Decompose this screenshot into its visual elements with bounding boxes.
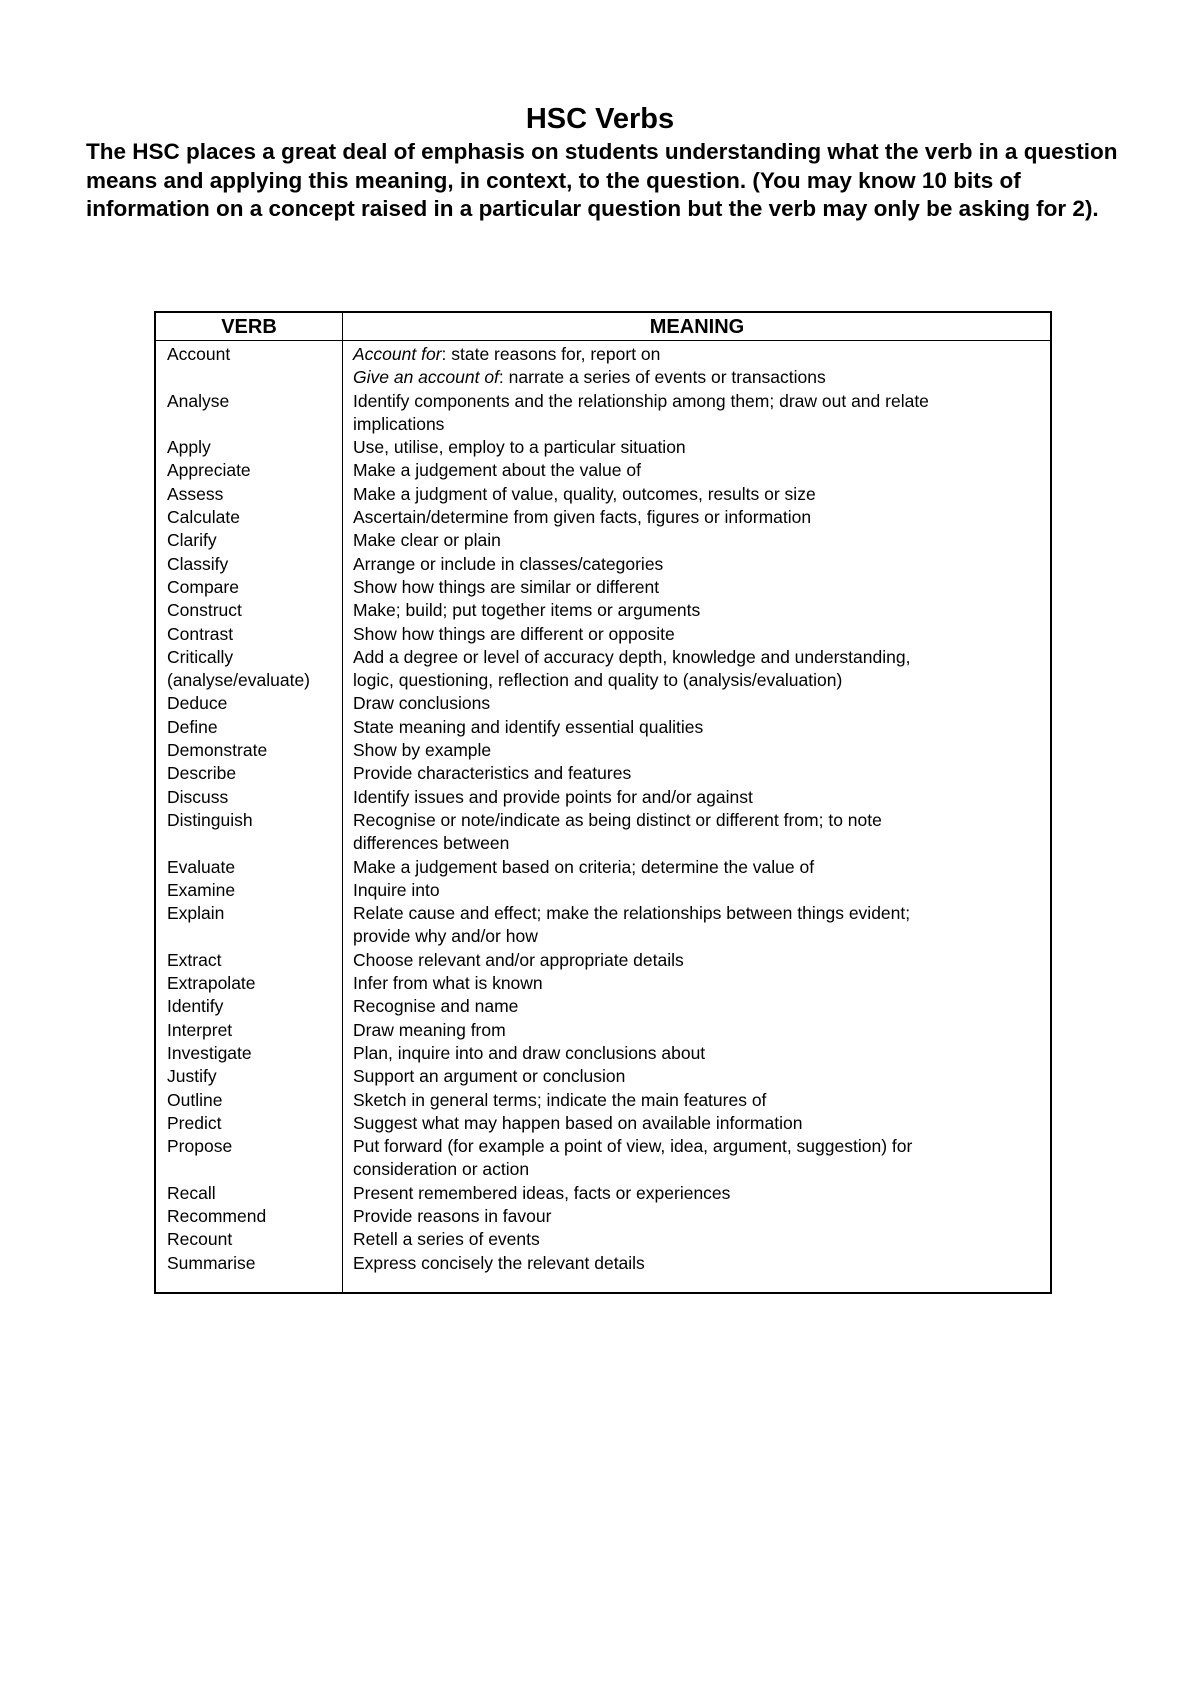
meaning-line xyxy=(353,809,1040,832)
table-body xyxy=(156,343,1050,1275)
meaning-text: Make clear or plain xyxy=(353,530,501,551)
verb-text: Investigate xyxy=(167,1042,252,1063)
meaning-line xyxy=(353,716,1040,739)
verb-text: Describe xyxy=(167,763,237,784)
meaning-cell xyxy=(342,1252,1050,1275)
meaning-term: Account for xyxy=(353,344,442,364)
meaning-text: : narrate a series of events or transactions xyxy=(498,367,826,388)
verb-text: Demonstrate xyxy=(167,740,268,761)
meaning-text: Show by example xyxy=(353,740,492,761)
verb-text: Evaluate xyxy=(167,856,236,877)
table-row xyxy=(156,390,1050,437)
meaning-line xyxy=(353,856,1040,879)
meaning-line xyxy=(353,390,1040,413)
meaning-term: Give an account of xyxy=(353,367,499,388)
meaning-text: Arrange or include in classes/categories xyxy=(353,553,664,574)
meaning-cell xyxy=(342,343,1050,390)
meaning-cell xyxy=(342,1135,1050,1182)
meaning-text: Express concisely the relevant details xyxy=(353,1252,645,1273)
verb-text: Compare xyxy=(167,576,239,597)
meaning-text: Suggest what may happen based on available information xyxy=(353,1112,803,1133)
verb-cell xyxy=(156,995,342,1018)
meaning-cell xyxy=(342,1182,1050,1205)
meaning-text: Relate cause and effect; make the relationships between things evident; xyxy=(353,903,911,924)
verb-text: Propose xyxy=(167,1136,233,1157)
meaning-cell xyxy=(342,529,1050,552)
verb-cell xyxy=(156,1135,342,1182)
meaning-line xyxy=(353,739,1040,762)
meaning-text: Make a judgement based on criteria; determine the value of xyxy=(353,856,815,877)
meaning-line xyxy=(353,949,1040,972)
intro-paragraph: The HSC places a great deal of emphasis on students understanding what the verb in a question means and applying this meaning, in context, to the question. (You may know 10 bits of information on a concept raised in a particular question but the verb may only be asking for 2). xyxy=(86,139,1118,221)
meaning-text: Draw conclusions xyxy=(353,693,491,714)
meaning-text: Plan, inquire into and draw conclusions about xyxy=(353,1042,706,1063)
meaning-text: Retell a series of events xyxy=(353,1229,540,1250)
verb-cell xyxy=(156,646,342,693)
meaning-text: logic, questioning, reflection and quality to (analysis/evaluation) xyxy=(353,670,843,691)
meaning-text: Inquire into xyxy=(353,879,440,900)
meaning-line xyxy=(353,366,1040,389)
verb-cell xyxy=(156,902,342,949)
verb-cell xyxy=(156,1042,342,1065)
meaning-line xyxy=(353,506,1040,529)
verb-cell xyxy=(156,529,342,552)
table-row xyxy=(156,972,1050,995)
meaning-line xyxy=(353,786,1040,809)
verb-text: Critically xyxy=(167,646,234,667)
meaning-cell xyxy=(342,1228,1050,1251)
meaning-cell xyxy=(342,739,1050,762)
table-row xyxy=(156,949,1050,972)
meaning-text: Show how things are similar or different xyxy=(353,576,660,597)
table-row xyxy=(156,1228,1050,1251)
verb-cell xyxy=(156,436,342,459)
meaning-cell xyxy=(342,646,1050,693)
table-row xyxy=(156,1042,1050,1065)
verb-text: Define xyxy=(167,716,218,737)
verb-column-header: VERB xyxy=(221,316,277,338)
table-row xyxy=(156,599,1050,622)
verb-cell xyxy=(156,623,342,646)
meaning-cell xyxy=(342,506,1050,529)
verb-cell xyxy=(156,459,342,482)
table-row xyxy=(156,1089,1050,1112)
meaning-line xyxy=(353,1135,1040,1158)
meaning-cell xyxy=(342,1019,1050,1042)
verb-cell xyxy=(156,1205,342,1228)
verb-cell xyxy=(156,1182,342,1205)
meaning-cell xyxy=(342,995,1050,1018)
table-row xyxy=(156,786,1050,809)
meaning-line xyxy=(353,1205,1040,1228)
meaning-line xyxy=(353,832,1040,855)
table-row xyxy=(156,623,1050,646)
meaning-text: differences between xyxy=(353,833,510,854)
verb-text: Examine xyxy=(167,879,236,900)
meaning-cell xyxy=(342,716,1050,739)
verb-cell xyxy=(156,856,342,879)
meaning-cell xyxy=(342,623,1050,646)
meaning-cell xyxy=(342,692,1050,715)
table-row xyxy=(156,646,1050,693)
verb-cell xyxy=(156,599,342,622)
verb-text: Recommend xyxy=(167,1205,267,1226)
verb-text: Interpret xyxy=(167,1019,233,1040)
verb-cell xyxy=(156,949,342,972)
verb-text: Extrapolate xyxy=(167,973,256,994)
meaning-text: implications xyxy=(353,413,445,434)
meaning-cell xyxy=(342,1042,1050,1065)
meaning-text: Sketch in general terms; indicate the main features of xyxy=(353,1089,767,1110)
verb-cell xyxy=(156,809,342,856)
meaning-line xyxy=(353,1112,1040,1135)
verb-text: Analyse xyxy=(167,390,230,411)
verb-text: (analyse/evaluate) xyxy=(167,670,310,691)
verb-cell xyxy=(156,1252,342,1275)
verb-cell xyxy=(156,1065,342,1088)
meaning-line xyxy=(353,623,1040,646)
meaning-text: Put forward (for example a point of view, idea, argument, suggestion) for xyxy=(353,1136,913,1157)
meaning-line xyxy=(353,1182,1040,1205)
meaning-line xyxy=(353,669,1040,692)
meaning-line xyxy=(353,762,1040,785)
verb-cell xyxy=(156,972,342,995)
meaning-text: Use, utilise, employ to a particular situation xyxy=(353,437,686,458)
table-row xyxy=(156,1252,1050,1275)
verb-text: Identify xyxy=(167,996,224,1017)
meaning-line xyxy=(353,1252,1040,1275)
meaning-text: Present remembered ideas, facts or experiences xyxy=(353,1182,731,1203)
table-row xyxy=(156,809,1050,856)
meaning-text: Add a degree or level of accuracy depth, knowledge and understanding, xyxy=(353,646,911,667)
table-row xyxy=(156,1019,1050,1042)
verb-cell xyxy=(156,739,342,762)
verb-text: Clarify xyxy=(167,530,217,551)
meaning-cell xyxy=(342,902,1050,949)
verb-text: Extract xyxy=(167,949,222,970)
table-row xyxy=(156,576,1050,599)
meaning-cell xyxy=(342,762,1050,785)
table-row xyxy=(156,1205,1050,1228)
meaning-text: Identify components and the relationship among them; draw out and relate xyxy=(353,390,929,411)
meaning-cell xyxy=(342,809,1050,856)
meaning-cell xyxy=(342,972,1050,995)
table-row xyxy=(156,506,1050,529)
verb-text: Justify xyxy=(167,1066,217,1087)
meaning-text: Identify issues and provide points for and/or against xyxy=(353,786,753,807)
page-title: HSC Verbs xyxy=(525,103,675,135)
meaning-text: Recognise and name xyxy=(353,996,519,1017)
meaning-text: Make a judgement about the value of xyxy=(353,460,641,481)
meaning-line xyxy=(353,1158,1040,1181)
meaning-line xyxy=(353,459,1040,482)
meaning-line xyxy=(353,599,1040,622)
meaning-text: Draw meaning from xyxy=(353,1019,506,1040)
meaning-text: Provide characteristics and features xyxy=(353,763,632,784)
meaning-text: Support an argument or conclusion xyxy=(353,1066,626,1087)
verb-text: Discuss xyxy=(167,786,229,807)
meaning-column-header: MEANING xyxy=(649,316,745,338)
meaning-cell xyxy=(342,1112,1050,1135)
verb-text: Outline xyxy=(167,1089,223,1110)
meaning-text: : state reasons for, report on xyxy=(441,344,661,364)
table-row xyxy=(156,762,1050,785)
meaning-text: Make; build; put together items or arguments xyxy=(353,600,701,621)
verb-text: Deduce xyxy=(167,693,228,714)
verb-cell xyxy=(156,390,342,437)
meaning-line xyxy=(353,576,1040,599)
meaning-line xyxy=(353,1042,1040,1065)
table-row xyxy=(156,553,1050,576)
meaning-text: State meaning and identify essential qualities xyxy=(353,716,704,737)
verb-text: Assess xyxy=(167,483,224,504)
meaning-line xyxy=(353,343,1040,366)
verb-text: Appreciate xyxy=(167,460,251,481)
table-row xyxy=(156,739,1050,762)
meaning-line xyxy=(353,413,1040,436)
verb-cell xyxy=(156,576,342,599)
verb-text: Distinguish xyxy=(167,809,253,830)
meaning-line xyxy=(353,483,1040,506)
table-row xyxy=(156,1135,1050,1182)
verbs-table xyxy=(154,311,1052,1294)
meaning-text: Show how things are different or opposite xyxy=(353,623,675,644)
meaning-cell xyxy=(342,599,1050,622)
meaning-text: Recognise or note/indicate as being distinct or different from; to note xyxy=(353,809,882,830)
meaning-text: provide why and/or how xyxy=(353,926,538,947)
header-divider xyxy=(156,340,1050,341)
verb-text: Classify xyxy=(167,553,229,574)
meaning-cell xyxy=(342,553,1050,576)
table-row xyxy=(156,343,1050,390)
table-row xyxy=(156,483,1050,506)
meaning-line xyxy=(353,553,1040,576)
verb-cell xyxy=(156,762,342,785)
verb-text: Apply xyxy=(167,437,211,458)
table-row xyxy=(156,879,1050,902)
meaning-cell xyxy=(342,786,1050,809)
meaning-text: Provide reasons in favour xyxy=(353,1205,552,1226)
table-row xyxy=(156,1065,1050,1088)
meaning-line xyxy=(353,1019,1040,1042)
table-row xyxy=(156,692,1050,715)
verb-text: Summarise xyxy=(167,1252,256,1273)
meaning-text: consideration or action xyxy=(353,1159,530,1180)
table-row xyxy=(156,529,1050,552)
verb-text: Contrast xyxy=(167,623,234,644)
meaning-cell xyxy=(342,459,1050,482)
meaning-line xyxy=(353,1228,1040,1251)
table-row xyxy=(156,1112,1050,1135)
verb-text: Explain xyxy=(167,903,225,924)
meaning-cell xyxy=(342,879,1050,902)
verb-cell xyxy=(156,553,342,576)
verb-text: Construct xyxy=(167,600,242,621)
verb-cell xyxy=(156,1228,342,1251)
verb-cell xyxy=(156,343,342,390)
meaning-line xyxy=(353,692,1040,715)
verb-cell xyxy=(156,1112,342,1135)
meaning-cell xyxy=(342,436,1050,459)
meaning-line xyxy=(353,995,1040,1018)
meaning-cell xyxy=(342,576,1050,599)
verb-cell xyxy=(156,1019,342,1042)
table-row xyxy=(156,902,1050,949)
meaning-text: Ascertain/determine from given facts, figures or information xyxy=(353,507,812,528)
meaning-cell xyxy=(342,1089,1050,1112)
meaning-line xyxy=(353,972,1040,995)
meaning-cell xyxy=(342,949,1050,972)
meaning-line xyxy=(353,646,1040,669)
meaning-line xyxy=(353,529,1040,552)
meaning-text: Make a judgment of value, quality, outcomes, results or size xyxy=(353,483,816,504)
verb-text: Predict xyxy=(167,1112,222,1133)
meaning-line xyxy=(353,436,1040,459)
verb-cell xyxy=(156,786,342,809)
table-row xyxy=(156,1182,1050,1205)
table-row xyxy=(156,856,1050,879)
meaning-line xyxy=(353,1089,1040,1112)
meaning-cell xyxy=(342,390,1050,437)
table-row xyxy=(156,459,1050,482)
table-row xyxy=(156,716,1050,739)
meaning-line xyxy=(353,902,1040,925)
meaning-cell xyxy=(342,856,1050,879)
table-row xyxy=(156,436,1050,459)
table-row xyxy=(156,995,1050,1018)
verb-cell xyxy=(156,716,342,739)
meaning-line xyxy=(353,1065,1040,1088)
meaning-line xyxy=(353,879,1040,902)
meaning-cell xyxy=(342,483,1050,506)
meaning-line xyxy=(353,925,1040,948)
verb-text: Recall xyxy=(167,1182,216,1203)
verb-text: Recount xyxy=(167,1229,233,1250)
verb-cell xyxy=(156,483,342,506)
verb-cell xyxy=(156,692,342,715)
verb-cell xyxy=(156,506,342,529)
verb-text: Account xyxy=(167,344,231,364)
meaning-cell xyxy=(342,1205,1050,1228)
meaning-text: Choose relevant and/or appropriate details xyxy=(353,949,684,970)
verb-cell xyxy=(156,879,342,902)
verb-text: Calculate xyxy=(167,507,240,528)
meaning-cell xyxy=(342,1065,1050,1088)
meaning-text: Infer from what is known xyxy=(353,973,543,994)
verb-cell xyxy=(156,1089,342,1112)
